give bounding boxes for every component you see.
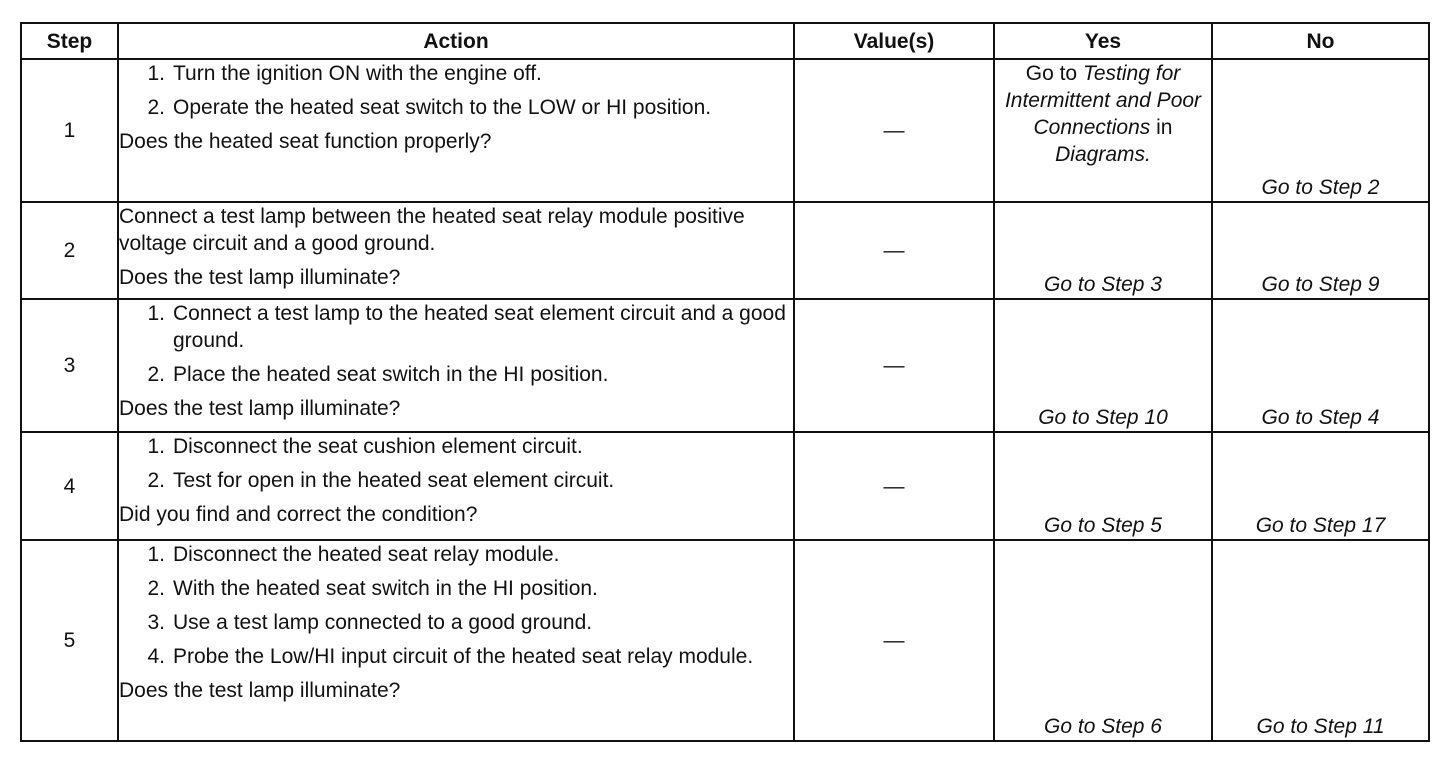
action-question: Does the test lamp illuminate? [119,266,401,289]
action-item: 2. Operate the heated seat switch to the LOW or HI position. [147,96,712,119]
table-row [21,432,1429,540]
no-cell: Go to Step 9 [1212,202,1429,299]
step-number: 5 [21,540,118,741]
action-item: 2. Place the heated seat switch in the HI position. [147,363,609,386]
header-step: Step [21,23,118,59]
action-cell [118,540,794,741]
action-list [119,541,793,670]
yes-cell: Go to Step 6 [994,540,1212,741]
header-yes: Yes [994,23,1212,59]
value-cell: — [794,432,994,540]
value-cell: — [794,540,994,741]
no-cell: Go to Step 2 [1212,59,1429,202]
action-question: Does the test lamp illuminate? [119,679,401,702]
diagnostic-table [20,22,1430,742]
action-item: 2. Test for open in the heated seat element circuit. [147,469,615,492]
header-action: Action [118,23,794,59]
action-cell [118,299,794,432]
action-item: 2. With the heated seat switch in the HI position. [147,577,598,600]
table-row [21,299,1429,432]
action-item: 3. Use a test lamp connected to a good ground. [147,611,593,634]
value-cell: — [794,299,994,432]
value-cell: — [794,59,994,202]
table-row [21,202,1429,299]
table-row [21,59,1429,202]
action-text: Connect a test lamp between the heated seat relay module positive voltage circuit and a good ground. [119,205,745,255]
action-question: Did you find and correct the condition? [119,503,478,526]
yes-mid: in [1156,116,1173,139]
no-cell: Go to Step 17 [1212,432,1429,540]
step-number: 2 [21,202,118,299]
yes-cell: Go to Step 10 [994,299,1212,432]
action-cell [118,432,794,540]
action-question: Does the test lamp illuminate? [119,397,401,420]
action-list [119,300,793,388]
value-cell: — [794,202,994,299]
action-item: 1. Disconnect the heated seat relay module. [147,543,560,566]
yes-reference-diagrams: Diagrams. [1055,143,1151,166]
action-item: 1. Connect a test lamp to the heated seat element circuit and a good ground. [147,302,786,352]
header-row [21,23,1429,59]
table-row [21,540,1429,741]
header-no: No [1212,23,1429,59]
header-values: Value(s) [794,23,994,59]
no-cell: Go to Step 11 [1212,540,1429,741]
no-cell: Go to Step 4 [1212,299,1429,432]
step-number: 3 [21,299,118,432]
action-item: 4. Probe the Low/HI input circuit of the heated seat relay module. [147,645,754,668]
action-item: 1. Disconnect the seat cushion element circuit. [147,435,583,458]
action-list [119,60,793,121]
action-question: Does the heated seat function properly? [119,130,492,153]
yes-reference: Testing for Intermittent and Poor Connections [1004,62,1202,139]
action-cell [118,202,794,299]
step-number: 4 [21,432,118,540]
yes-cell: Go to Step 5 [994,432,1212,540]
action-item: 1. Turn the ignition ON with the engine off. [147,62,542,85]
action-list [119,433,793,494]
step-number: 1 [21,59,118,202]
yes-cell: Go to Step 3 [994,202,1212,299]
yes-cell [994,59,1212,202]
yes-lead: Go to [1025,62,1078,85]
action-cell [118,59,794,202]
